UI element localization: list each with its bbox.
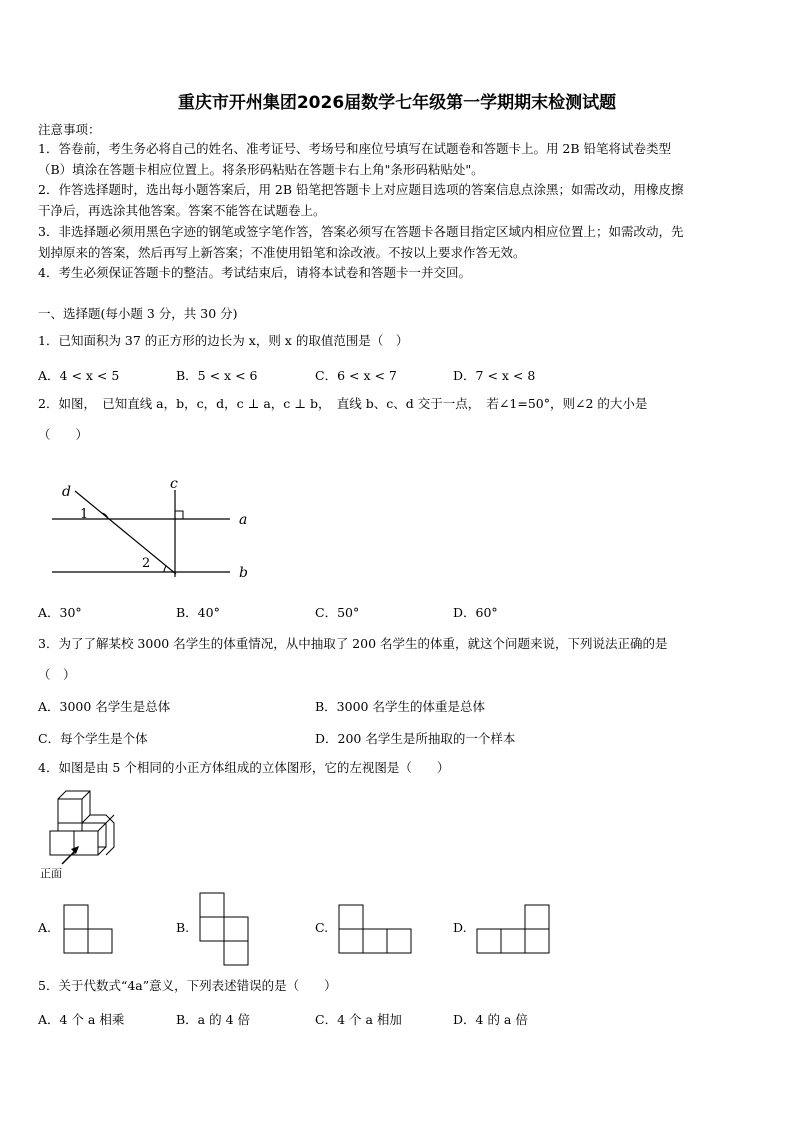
q4-option-c-view	[338, 904, 412, 954]
q3-paren: （ ）	[38, 667, 76, 682]
label-b: b	[239, 565, 248, 581]
q1-option-b[interactable]: B．5 < x < 6	[176, 368, 258, 383]
notice-line: 划掉原来的答案，然后再写上新答案；不准使用铅笔和涂改液。不按以上要求作答无效。	[38, 245, 526, 260]
q2-stem: 2．如图， 已知直线 a，b，c，d，c ⊥ a，c ⊥ b， 直线 b、c、d 交于一点， 若∠1=50°，则∠2 的大小是	[38, 396, 648, 411]
q4-option-b-view	[199, 892, 249, 966]
q4-option-b[interactable]: B.	[176, 920, 190, 935]
q3-option-d[interactable]: D．200 名学生是所抽取的一个样本	[315, 731, 516, 746]
q2-figure	[40, 478, 270, 583]
q2-option-a[interactable]: A．30°	[38, 605, 82, 620]
q3-option-a[interactable]: A．3000 名学生是总体	[38, 699, 171, 714]
q4-stem: 4．如图是由 5 个相同的小正方体组成的立体图形，它的左视图是（ ）	[38, 760, 450, 775]
q4-option-d[interactable]: D.	[453, 920, 467, 935]
q1-option-a[interactable]: A．4 < x < 5	[38, 368, 120, 383]
notice-line: 1．答卷前，考生务必将自己的姓名、准考证号、考场号和座位号填写在试题卷和答题卡上。用 2B 铅笔将试卷类型	[38, 141, 672, 156]
q4-option-d-view	[476, 904, 550, 954]
q5-stem: 5．关于代数式“4a”意义，下列表述错误的是（ ）	[38, 978, 337, 993]
q2-option-d[interactable]: D．60°	[453, 605, 498, 620]
section-heading: 一、选择题(每小题 3 分，共 30 分)	[38, 306, 238, 321]
label-d: d	[62, 484, 71, 500]
notice-line: 4．考生必须保证答题卡的整洁。考试结束后，请将本试卷和答题卡一并交回。	[38, 265, 471, 280]
q3-option-b[interactable]: B．3000 名学生的体重是总体	[315, 699, 485, 714]
notice-heading: 注意事项：	[38, 122, 101, 137]
q4-solid-figure	[44, 788, 124, 878]
angle-2-arc	[164, 566, 166, 572]
q1-stem: 1．已知面积为 37 的正方形的边长为 x，则 x 的取值范围是（ ）	[38, 333, 409, 348]
q1-option-c[interactable]: C．6 < x < 7	[315, 368, 397, 383]
q5-option-a[interactable]: A．4 个 a 相乘	[38, 1012, 125, 1027]
q5-option-b[interactable]: B．a 的 4 倍	[176, 1012, 251, 1027]
notice-line: 2．作答选择题时，选出每小题答案后，用 2B 铅笔把答题卡上对应题目选项的答案信息点涂黑；如需改动，用橡皮擦	[38, 182, 684, 197]
q1-option-d[interactable]: D．7 < x < 8	[453, 368, 536, 383]
label-c: c	[170, 476, 178, 492]
q4-option-a-view	[63, 904, 113, 954]
label-angle-1: 1	[80, 507, 89, 522]
page-title: 重庆市开州集团2026届数学七年级第一学期期末检测试题	[177, 93, 617, 113]
notice-line: 3．非选择题必须用黑色字迹的钢笔或签字笔作答，答案必须写在答题卡各题目指定区域内相应位置上；如需改动，先	[38, 224, 684, 239]
q5-option-d[interactable]: D．4 的 a 倍	[453, 1012, 528, 1027]
front-label: 正面	[40, 867, 62, 880]
q4-option-a[interactable]: A.	[38, 920, 52, 935]
line-d	[75, 491, 176, 574]
right-angle-mark	[175, 511, 183, 519]
q2-paren: （ ）	[38, 427, 89, 442]
q3-stem: 3．为了了解某校 3000 名学生的体重情况，从中抽取了 200 名学生的体重，就这个问题来说，下列说法正确的是	[38, 636, 668, 651]
label-angle-2: 2	[142, 556, 151, 571]
q5-option-c[interactable]: C．4 个 a 相加	[315, 1012, 402, 1027]
q3-option-c[interactable]: C．每个学生是个体	[38, 731, 148, 746]
notice-line: （B）填涂在答题卡相应位置上。将条形码粘贴在答题卡右上角"条形码粘贴处"。	[38, 162, 484, 177]
q4-option-c[interactable]: C.	[315, 920, 329, 935]
label-a: a	[239, 512, 248, 528]
notice-line: 干净后，再选涂其他答案。答案不能答在试题卷上。	[38, 203, 326, 218]
q2-option-c[interactable]: C．50°	[315, 605, 360, 620]
q2-option-b[interactable]: B．40°	[176, 605, 220, 620]
